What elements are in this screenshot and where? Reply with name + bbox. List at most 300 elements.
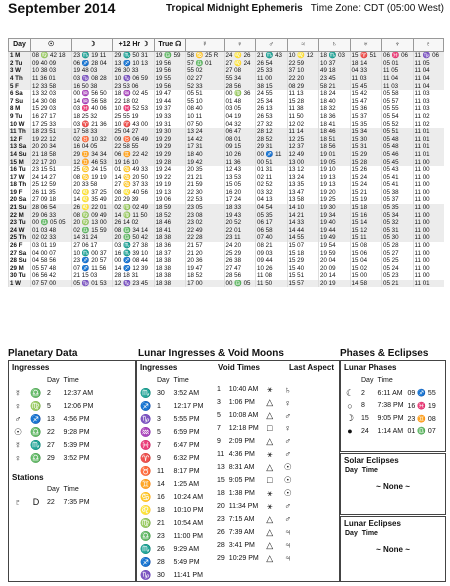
glyph-cell: ♐ xyxy=(140,400,152,411)
position-cell: 11 01 xyxy=(413,143,443,151)
value-cell: 23 xyxy=(217,515,225,523)
ephemeris-row xyxy=(9,280,444,288)
glyph-cell: ♂ xyxy=(284,436,292,446)
position-cell: 12 ♑ 23 45 xyxy=(113,280,154,288)
position-cell: 09 15 xyxy=(224,143,256,151)
table-row xyxy=(137,543,205,556)
ephemeris-row xyxy=(9,128,444,136)
col-header: Day xyxy=(9,39,31,52)
position-cell: 13 24 xyxy=(186,128,224,136)
position-cell: 02 11 xyxy=(256,174,288,182)
position-cell: 18 59 xyxy=(154,204,186,212)
col-header: ♇ xyxy=(413,39,443,52)
position-cell: 05 21 xyxy=(382,280,414,288)
day-cell: 23 Tu xyxy=(9,219,31,227)
position-cell: 20 ♍ 13 00 xyxy=(72,219,113,227)
position-cell: 00 ♐ 08 44 xyxy=(113,257,154,265)
position-cell: 13 32 03 xyxy=(31,90,72,98)
position-cell: 04 54 xyxy=(256,204,288,212)
position-cell: 05 54 xyxy=(382,113,414,121)
table-row xyxy=(9,426,95,439)
position-cell: 11 00 xyxy=(413,174,443,182)
position-cell: 18 38 xyxy=(154,257,186,265)
position-cell: 11 00 xyxy=(413,272,443,280)
glyph-cell: □ xyxy=(267,423,273,434)
position-cell: 16 27 17 xyxy=(31,113,72,121)
position-cell: 23 08 xyxy=(186,211,224,219)
position-cell: 04 58 56 xyxy=(31,257,72,265)
position-cell: 23 ♏ 19 11 xyxy=(72,52,113,60)
table-row xyxy=(137,491,205,504)
position-cell: 03 ♏ 27 38 xyxy=(113,242,154,250)
value-cell: 1 xyxy=(217,386,221,393)
position-cell: 15 29 03 xyxy=(31,105,72,113)
position-cell: 11 05 xyxy=(413,60,443,68)
value-cell: 10:10 PM xyxy=(173,506,204,514)
position-cell: 22 01 xyxy=(224,227,256,235)
position-cell: 00 ♒ 56 50 xyxy=(72,90,113,98)
glyph-cell: ♏ xyxy=(140,387,152,398)
position-cell: 02 ♉ 10 32 xyxy=(72,136,113,144)
position-cell: 22 20 xyxy=(287,75,319,83)
position-cell: 11 00 xyxy=(413,219,443,227)
value-cell: 10:08 AM xyxy=(228,412,259,419)
table-row xyxy=(137,517,205,530)
table-row xyxy=(137,387,205,400)
glyph-cell: △ xyxy=(266,552,274,563)
value-cell: 4:36 PM xyxy=(228,450,255,458)
position-cell: 09 40 09 xyxy=(31,60,72,68)
value-cell: 22 xyxy=(47,428,55,436)
position-cell: 19 05 xyxy=(319,158,351,166)
ephemeris-row xyxy=(9,166,444,174)
ephemeris-table xyxy=(8,38,444,287)
position-cell: 14 31 24 xyxy=(72,234,113,242)
ephemeris-row xyxy=(9,52,444,60)
position-cell: 05 52 xyxy=(382,120,414,128)
glyph-cell: ☉ xyxy=(283,487,292,498)
table-row xyxy=(215,500,297,513)
position-cell: 24 20 xyxy=(224,242,256,250)
position-cell: 10 26 xyxy=(256,265,288,273)
position-cell: 05 43 xyxy=(382,166,414,174)
position-cell: 11 36 xyxy=(224,158,256,166)
position-cell: 15 45 xyxy=(350,82,382,90)
position-cell: 18 38 xyxy=(154,272,186,280)
position-cell: 14 21 xyxy=(287,211,319,219)
ephemeris-row xyxy=(9,113,444,121)
position-cell: 00 ♎ 05 05 xyxy=(31,219,72,227)
value-cell: 5 xyxy=(217,412,221,419)
position-cell: 11 00 xyxy=(413,227,443,235)
col-day: Day xyxy=(361,376,374,384)
col-header: ☿ xyxy=(186,39,224,52)
value-cell: 1:06 PM xyxy=(228,399,255,406)
position-cell: 04 32 xyxy=(224,120,256,128)
position-cell: 13 00 xyxy=(287,158,319,166)
position-cell: 26 30 33 xyxy=(113,67,154,75)
value-cell: 23 ♊ 08 xyxy=(407,415,436,423)
position-cell: 06 56 42 xyxy=(31,272,72,280)
glyph-cell: ♀ xyxy=(14,453,22,463)
ephemeris-row xyxy=(9,90,444,98)
day-cell: 19 F xyxy=(9,189,31,197)
position-cell: 13 53 xyxy=(224,174,256,182)
position-cell: 12 49 xyxy=(287,151,319,159)
position-cell: 23 ♐ 20 57 xyxy=(72,257,113,265)
position-cell: 23 05 xyxy=(186,204,224,212)
value-cell: 12:37 AM xyxy=(63,389,94,397)
col-time: Time xyxy=(361,467,378,474)
col-day: Day xyxy=(157,376,170,384)
lunar-box xyxy=(136,360,340,582)
value-cell: 7 xyxy=(157,441,161,449)
col-header: ♄ xyxy=(319,39,351,52)
position-cell: 05 24 xyxy=(382,265,414,273)
position-cell: 15 18 xyxy=(287,249,319,257)
position-cell: 11 01 xyxy=(413,136,443,144)
position-cell: 11 04 xyxy=(413,82,443,90)
table-row xyxy=(9,387,95,400)
position-cell: 05 35 xyxy=(382,204,414,212)
table-row xyxy=(215,422,297,435)
position-cell: 19 29 xyxy=(154,151,186,159)
position-cell: 11 00 xyxy=(413,204,443,212)
position-cell: 57 ♎ 01 xyxy=(186,60,224,68)
position-cell: 15 34 xyxy=(350,128,382,136)
position-cell: 14 58 xyxy=(350,280,382,288)
position-cell: 05 35 xyxy=(256,211,288,219)
planetary-data-heading: Planetary Data xyxy=(8,348,78,359)
day-cell: 14 Su xyxy=(9,151,31,159)
position-cell: 19 20 xyxy=(319,189,351,197)
position-cell: 15 04 xyxy=(350,257,382,265)
table-row xyxy=(137,569,205,582)
position-cell: 17 24 xyxy=(224,196,256,204)
value-cell: 11:00 PM xyxy=(173,532,203,540)
position-cell: 11 03 xyxy=(413,105,443,113)
last-aspect-label: Last Aspect xyxy=(288,363,334,372)
position-cell: 05 48 xyxy=(382,143,414,151)
position-cell: 27 08 xyxy=(224,67,256,75)
position-cell: 20 33 58 xyxy=(72,181,113,189)
value-cell: 11:41 PM xyxy=(173,571,203,579)
position-cell: 15 51 xyxy=(287,272,319,280)
position-cell: 55 34 xyxy=(224,75,256,83)
position-cell: 10 38 03 xyxy=(31,67,72,75)
position-cell: 18 38 xyxy=(154,234,186,242)
position-cell: 12 43 xyxy=(224,166,256,174)
table-row xyxy=(137,452,205,465)
value-cell: 30 xyxy=(157,571,165,579)
position-cell: 18 46 xyxy=(319,128,351,136)
col-time: Time xyxy=(361,530,378,537)
day-cell: 7 Su xyxy=(9,98,31,106)
position-cell: 08 01 xyxy=(224,136,256,144)
position-cell: 13 ♐ 10 13 xyxy=(113,60,154,68)
position-cell: 05 31 xyxy=(382,227,414,235)
value-cell: 12:06 PM xyxy=(63,402,94,410)
position-cell: 28 56 xyxy=(224,82,256,90)
value-cell: 2 xyxy=(47,389,51,397)
ephemeris-row xyxy=(9,60,444,68)
position-cell: 19 29 xyxy=(154,143,186,151)
position-cell: 11 05 xyxy=(382,67,414,75)
position-cell: 05 58 xyxy=(382,90,414,98)
lunar-ingresses-table xyxy=(137,374,205,582)
position-cell: 26 53 xyxy=(256,113,288,121)
position-cell: 06 ♓ 06 xyxy=(382,52,414,60)
table-row xyxy=(137,426,205,439)
position-cell: 05 41 xyxy=(382,181,414,189)
ephemeris-row xyxy=(9,219,444,227)
position-cell: 25 34 xyxy=(256,98,288,106)
value-cell: 2:09 PM xyxy=(228,437,255,445)
position-cell: 08 ♍ 42 18 xyxy=(31,52,72,60)
position-cell: 11 00 xyxy=(413,196,443,204)
table-row xyxy=(9,452,95,465)
position-cell: 11 08 xyxy=(256,272,288,280)
position-cell: 05 28 xyxy=(382,242,414,250)
glyph-cell: ● xyxy=(347,426,353,437)
ephemeris-row xyxy=(9,189,444,197)
glyph-cell: □ xyxy=(267,475,273,485)
position-cell: 11 00 xyxy=(256,75,288,83)
value-cell: 27 xyxy=(47,441,55,449)
position-cell: 10 26 xyxy=(224,151,256,159)
position-cell: 05 55 xyxy=(382,105,414,113)
position-cell: 11 04 xyxy=(382,75,414,83)
position-cell: 18 40 xyxy=(319,98,351,106)
position-cell: 19 31 xyxy=(154,120,186,128)
value-cell: 26 xyxy=(157,545,165,553)
position-cell: 09 03 xyxy=(256,249,288,257)
value-cell: 6:32 PM xyxy=(173,454,200,462)
position-cell: 18 ♏ 03 xyxy=(319,52,351,60)
position-cell: 06 17 xyxy=(256,219,288,227)
glyph-cell: ♃ xyxy=(284,553,292,563)
position-cell: 15 36 xyxy=(350,105,382,113)
planetary-data-box xyxy=(8,360,136,582)
position-cell: 28 06 54 xyxy=(31,204,72,212)
position-cell: 21 15 03 xyxy=(72,272,113,280)
position-cell: 11 38 xyxy=(287,105,319,113)
ephemeris-row xyxy=(9,151,444,159)
position-cell: 20 52 xyxy=(224,219,256,227)
position-cell: 20 04 xyxy=(319,257,351,265)
position-cell: 15 05 xyxy=(224,181,256,189)
position-cell: 09 44 xyxy=(256,257,288,265)
value-cell: 5 xyxy=(157,428,161,436)
position-cell: 18 40 xyxy=(186,151,224,159)
value-cell: 6:47 PM xyxy=(173,441,200,449)
value-cell: 3 xyxy=(157,415,161,423)
position-cell: 11 03 xyxy=(382,82,414,90)
glyph-cell: ♎ xyxy=(30,387,42,398)
solar-eclipses-none: ~ None ~ xyxy=(376,482,410,491)
position-cell: 15 30 xyxy=(350,136,382,144)
value-cell: 24 xyxy=(361,427,369,435)
value-cell: 11 xyxy=(157,467,165,475)
ephemeris-row xyxy=(9,143,444,151)
position-cell: 05 45 xyxy=(382,158,414,166)
position-cell: 18 36 xyxy=(319,113,351,121)
position-cell: 22 28 xyxy=(186,234,224,242)
position-cell: 11 01 xyxy=(413,280,443,288)
position-cell: 05 41 xyxy=(382,174,414,182)
position-cell: 19 59 xyxy=(319,249,351,257)
value-cell: 9:05 PM xyxy=(377,415,404,422)
position-cell: 15 14 xyxy=(350,219,382,227)
position-cell: 11 01 xyxy=(413,128,443,136)
value-cell: 3:41 PM xyxy=(228,541,255,549)
position-cell: 06 58 xyxy=(256,227,288,235)
value-cell: 10:29 PM xyxy=(228,554,259,562)
value-cell: 15 xyxy=(217,476,225,484)
position-cell: 20 ♎ 50 42 xyxy=(113,234,154,242)
position-cell: 19 49 xyxy=(319,234,351,242)
position-cell: 19 48 03 xyxy=(72,67,113,75)
value-cell: 10:54 AM xyxy=(173,519,204,527)
position-cell: 18 51 xyxy=(319,136,351,144)
position-cell: 05 23 xyxy=(382,272,414,280)
position-cell: 00 51 xyxy=(256,158,288,166)
col-header: ♂ xyxy=(256,39,288,52)
position-cell: 19 44 xyxy=(154,98,186,106)
glyph-cell: ⚹ xyxy=(267,487,273,498)
position-cell: 18 24 xyxy=(319,90,351,98)
position-cell: 13 58 xyxy=(287,196,319,204)
position-cell: 49 18 xyxy=(319,67,351,75)
table-row xyxy=(137,478,205,491)
table-row xyxy=(137,465,205,478)
position-cell: 15 40 xyxy=(287,265,319,273)
position-cell: 11 02 xyxy=(413,113,443,121)
value-cell: 10:24 AM xyxy=(173,493,204,501)
position-cell: 08 ♎ 34 14 xyxy=(113,227,154,235)
col-header: +12 Hr ☽ xyxy=(113,39,154,52)
position-cell: 16 ♏ 39 10 xyxy=(113,249,154,257)
position-cell: 06 ♐ 28 04 xyxy=(72,60,113,68)
value-cell: 7:39 AM xyxy=(228,528,255,536)
glyph-cell: ♃ xyxy=(284,527,292,537)
position-cell: 03 05 xyxy=(224,105,256,113)
value-cell: 8:17 PM xyxy=(173,467,200,475)
position-cell: 22 59 xyxy=(287,60,319,68)
position-cell: 27 32 xyxy=(256,120,288,128)
ephemeris-row xyxy=(9,98,444,106)
value-cell: 3:52 AM xyxy=(173,389,200,397)
glyph-cell: ♂ xyxy=(284,410,292,421)
position-cell: 17 31 xyxy=(186,143,224,151)
position-cell: 25 55 19 xyxy=(113,113,154,121)
position-cell: 08 ♍ 09 49 xyxy=(72,211,113,219)
position-cell: 18 14 xyxy=(350,60,382,68)
position-cell: 14 44 xyxy=(287,227,319,235)
position-cell: 19 ♎ 59 xyxy=(154,52,186,60)
ephemeris-row xyxy=(9,234,444,242)
position-cell: 15 11 xyxy=(350,234,382,242)
value-cell: 29 xyxy=(47,454,55,462)
position-cell: 27 09 18 xyxy=(31,196,72,204)
day-cell: 6 Sa xyxy=(9,90,31,98)
position-cell: 03 ♓ 40 06 xyxy=(72,105,113,113)
position-cell: 20 14 xyxy=(319,272,351,280)
glyph-cell: ♐ xyxy=(30,413,42,424)
position-cell: 05 57 48 xyxy=(31,265,72,273)
value-cell: 28 xyxy=(217,541,225,549)
day-cell: 21 Su xyxy=(9,204,31,212)
lunar-eclipses-caption: Lunar Eclipses xyxy=(344,519,401,528)
glyph-cell: ♈ xyxy=(140,452,152,463)
position-cell: 18 38 xyxy=(154,280,186,288)
position-cell: 23 02 xyxy=(186,219,224,227)
position-cell: 29 ♏ 50 31 xyxy=(113,52,154,60)
void-times-table xyxy=(215,383,297,565)
glyph-cell: ♇ xyxy=(14,497,22,508)
position-cell: 12 02 xyxy=(287,120,319,128)
position-cell: 01 48 xyxy=(224,98,256,106)
position-cell: 10 37 xyxy=(319,60,351,68)
position-cell: 15 37 xyxy=(350,113,382,121)
table-row xyxy=(215,539,297,552)
position-cell: 18 41 xyxy=(154,227,186,235)
glyph-cell: ♂ xyxy=(284,501,292,511)
day-cell: 16 Tu xyxy=(9,166,31,174)
position-cell: 12 37 xyxy=(287,143,319,151)
position-cell: 20 35 xyxy=(186,166,224,174)
position-cell: 20 20 34 xyxy=(31,143,72,151)
day-cell: 1 W xyxy=(9,280,31,288)
ephemeris-row xyxy=(9,82,444,90)
position-cell: 08 ♋ 19 19 xyxy=(72,174,113,182)
position-cell: 11 50 xyxy=(256,280,288,288)
position-cell: 02 02 33 xyxy=(31,234,72,242)
value-cell: 6:11 AM xyxy=(377,389,403,397)
day-cell: 10 W xyxy=(9,120,31,128)
value-cell: 1:14 AM xyxy=(377,427,404,435)
position-cell: 19 40 xyxy=(319,219,351,227)
value-cell: 1:38 PM xyxy=(228,489,255,497)
position-cell: 02 ♌ 37 25 xyxy=(72,189,113,197)
value-cell: 23 xyxy=(157,532,165,540)
ephemeris-row xyxy=(9,67,444,75)
value-cell: 18 xyxy=(157,506,165,514)
glyph-cell: ☿ xyxy=(14,440,22,450)
glyph-cell: ♂ xyxy=(14,414,22,424)
value-cell: 7:35 PM xyxy=(63,498,90,506)
table-row xyxy=(215,396,297,409)
value-cell: 1 xyxy=(157,402,161,410)
glyph-cell: ♀ xyxy=(284,397,292,408)
position-cell: 24 55 xyxy=(256,90,288,98)
ephemeris-row xyxy=(9,136,444,144)
position-cell: 15 29 xyxy=(287,257,319,265)
position-cell: 18 46 xyxy=(154,219,186,227)
position-cell: 10 ♌ 12 xyxy=(287,52,319,60)
position-cell: 23 53 06 xyxy=(113,82,154,90)
position-cell: 20 09 xyxy=(319,265,351,273)
position-cell: 25 29 xyxy=(224,249,256,257)
position-cell: 19 43 xyxy=(224,211,256,219)
glyph-cell: ♍ xyxy=(30,400,42,411)
position-cell: 19 22 12 xyxy=(31,136,72,144)
position-cell: 00 ♐ 11 xyxy=(256,151,288,159)
col-day: Day xyxy=(47,486,60,494)
table-row xyxy=(9,400,95,413)
glyph-cell: ☾ xyxy=(345,387,355,398)
position-cell: 11 00 xyxy=(413,234,443,242)
